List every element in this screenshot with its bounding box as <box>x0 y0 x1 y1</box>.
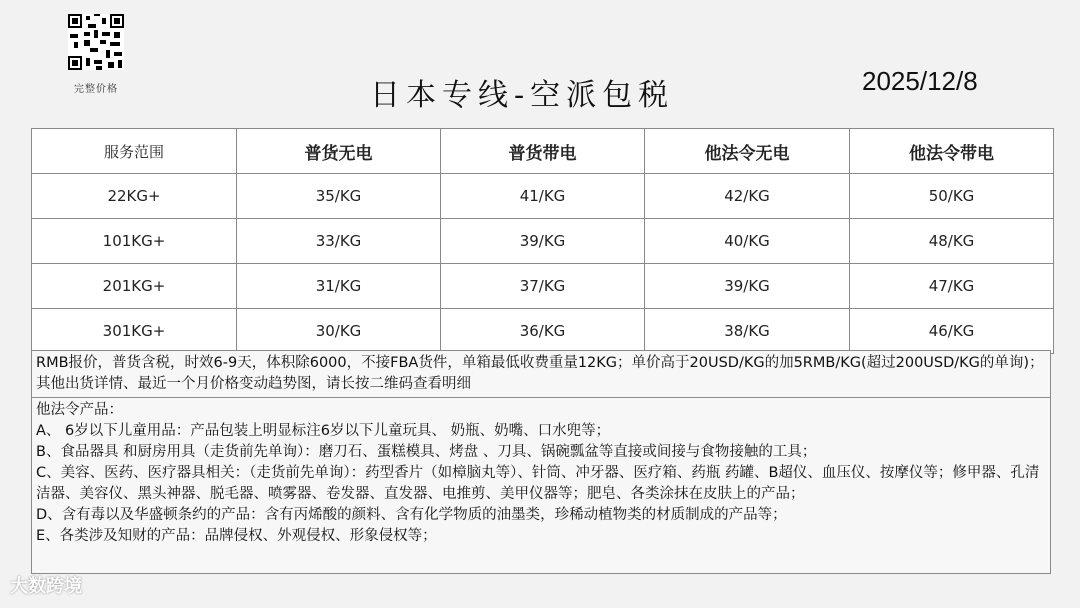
table-header-row <box>32 129 1054 174</box>
regulated-item-e: E、各类涉及知财的产品：品牌侵权、外观侵权、形象侵权等； <box>36 528 437 544</box>
column-header-general-with-battery: 普货带电 <box>441 129 645 174</box>
weight-tier-cell: 101KG+ <box>32 219 237 264</box>
price-cell: 39/KG <box>645 264 850 309</box>
regulated-item-a: A、 6岁以下儿童用品：产品包装上明显标注6岁以下儿童玩具、 奶瓶、奶嘴、口水兜等； <box>36 423 611 439</box>
qr-caption: 完整价格 <box>74 84 118 95</box>
price-cell: 35/KG <box>237 174 441 219</box>
regulated-products-heading: 他法令产品： <box>36 402 123 418</box>
price-cell: 42/KG <box>645 174 850 219</box>
table-row <box>32 264 1054 309</box>
column-header-regulated-with-battery: 他法令带电 <box>850 129 1054 174</box>
price-cell: 41/KG <box>441 174 645 219</box>
watermark-logo: 大数跨境 <box>10 576 82 597</box>
regulated-item-c: C、美容、医药、医疗器具相关：（走货前先单询）：药型香片（如樟脑丸等）、针筒、冲牙器、医疗箱、药瓶 药罐、B超仪、血压仪、按摩仪等；修甲器、孔清洁器、美容仪、黑头神器、脱毛器、喷雾器、卷发器、直发器、电推剪、美甲仪器等；肥皂、各类涂抹在皮肤上的产品； <box>36 465 1040 502</box>
regulated-products-section <box>32 398 1050 549</box>
regulated-item-d: D、含有毒以及华盛顿条约的产品：含有丙烯酸的颜料、含有化学物质的油墨类，珍稀动植物类的材质制成的产品等； <box>36 507 787 523</box>
qr-code <box>68 14 124 70</box>
price-cell: 38/KG <box>645 309 850 354</box>
price-cell: 33/KG <box>237 219 441 264</box>
column-header-general-no-battery: 普货无电 <box>237 129 441 174</box>
weight-tier-cell: 301KG+ <box>32 309 237 354</box>
weight-tier-cell: 201KG+ <box>32 264 237 309</box>
weight-tier-cell: 22KG+ <box>32 174 237 219</box>
table-row <box>32 309 1054 354</box>
regulated-item-b: B、食品器具 和厨房用具（走货前先单询）：磨刀石、蛋糕模具、烤盘 、刀具、锅碗瓢盆等直接或间接与食物接触的工具； <box>36 444 817 460</box>
price-cell: 46/KG <box>850 309 1054 354</box>
price-cell: 39/KG <box>441 219 645 264</box>
pricing-note: RMB报价，普货含税，时效6-9天，体积除6000，不接FBA货件，单箱最低收费重量12KG；单价高于20USD/KG的加5RMB/KG(超过200USD/KG的单询)；其他出货详情、最近一个月价格变动趋势图，请长按二维码查看明细 <box>36 355 1044 392</box>
notes-box <box>31 350 1051 574</box>
price-cell: 50/KG <box>850 174 1054 219</box>
price-cell: 47/KG <box>850 264 1054 309</box>
page-title: 日本专线-空派包税 <box>370 78 675 113</box>
table-row <box>32 174 1054 219</box>
price-cell: 36/KG <box>441 309 645 354</box>
price-cell: 48/KG <box>850 219 1054 264</box>
rate-table <box>31 128 1054 354</box>
table-row <box>32 219 1054 264</box>
price-cell: 40/KG <box>645 219 850 264</box>
date-label: 2025/12/8 <box>862 66 978 96</box>
pricing-note-section <box>32 351 1050 398</box>
column-header-service-range: 服务范围 <box>32 129 237 174</box>
price-cell: 31/KG <box>237 264 441 309</box>
column-header-regulated-no-battery: 他法令无电 <box>645 129 850 174</box>
price-cell: 37/KG <box>441 264 645 309</box>
price-cell: 30/KG <box>237 309 441 354</box>
